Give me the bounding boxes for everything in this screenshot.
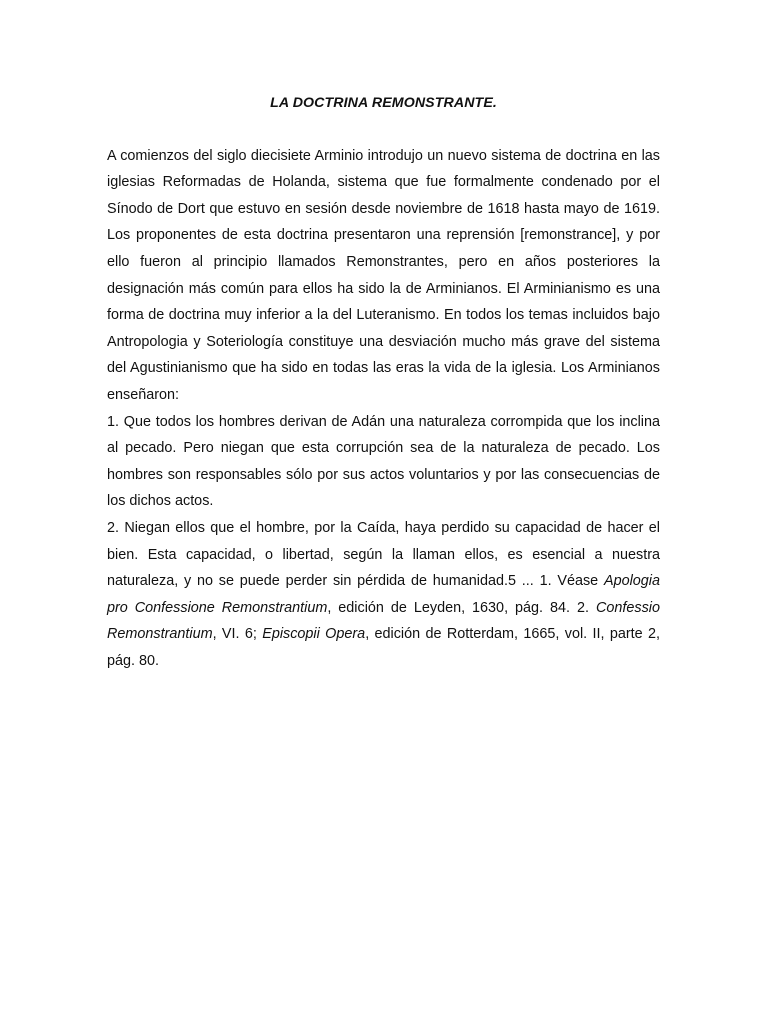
paragraph-point-2-text-b: , edición de Leyden, 1630, pág. 84. 2.: [327, 599, 596, 616]
paragraph-point-2-text-c: , VI. 6;: [212, 626, 263, 643]
paragraph-intro: A comienzos del siglo diecisiete Arminio introdujo un nuevo sistema de doctrina en las iglesias Reformadas de Holanda, sistema que fue formalmente condenado por el Sínodo de Dort que estuvo en sesión desde noviembre de 1618 hasta mayo de 1619. Los proponentes de esta doctrina presentaron una reprensión [remonstrance], y por ello fueron al principio llamados Remonstrantes, pero en años posteriores la designación más común para ellos ha sido la de Arminianos. El Arminianismo es una forma de doctrina muy inferior a la del Luteranismo. En todos los temas incluidos bajo Antropologia y Soteriología constituye una desviación mucho más grave del sistema del Agustinianismo que ha sido en todas las eras la vida de la iglesia. Los Arminianos enseñaron:: [107, 147, 660, 403]
paragraph-point-2-text-a: 2. Niegan ellos que el hombre, por la Caída, haya perdido su capacidad de hacer el bien. Esta capacidad, o libertad, según la llaman ellos, es esencial a nuestra naturaleza, y no se puede perder sin pérdida de humanidad.5 ... 1. Véase: [107, 519, 660, 590]
citation-title-confessio: Confessio Remonstrantium: [107, 599, 660, 643]
citation-title-apologia: Apologia pro Confessione Remonstrantium: [107, 573, 660, 616]
document-body: [107, 90, 660, 674]
citation-title-episcopii: Episcopii Opera: [262, 626, 366, 643]
paragraph-point-1: 1. Que todos los hombres derivan de Adán una naturaleza corrompida que los inclina al pecado. Pero niegan que esta corrupción sea de la naturaleza de pecado. Los hombres son responsables sólo por sus actos voluntarios y por las consecuencias de los dichos actos.: [107, 413, 660, 510]
paragraph-point-2: [107, 515, 660, 675]
paragraph-point-2-text-d: , edición de Rotterdam, 1665, vol. II, parte 2, pág. 80.: [107, 626, 660, 669]
document-title: LA DOCTRINA REMONSTRANTE.: [270, 95, 497, 111]
